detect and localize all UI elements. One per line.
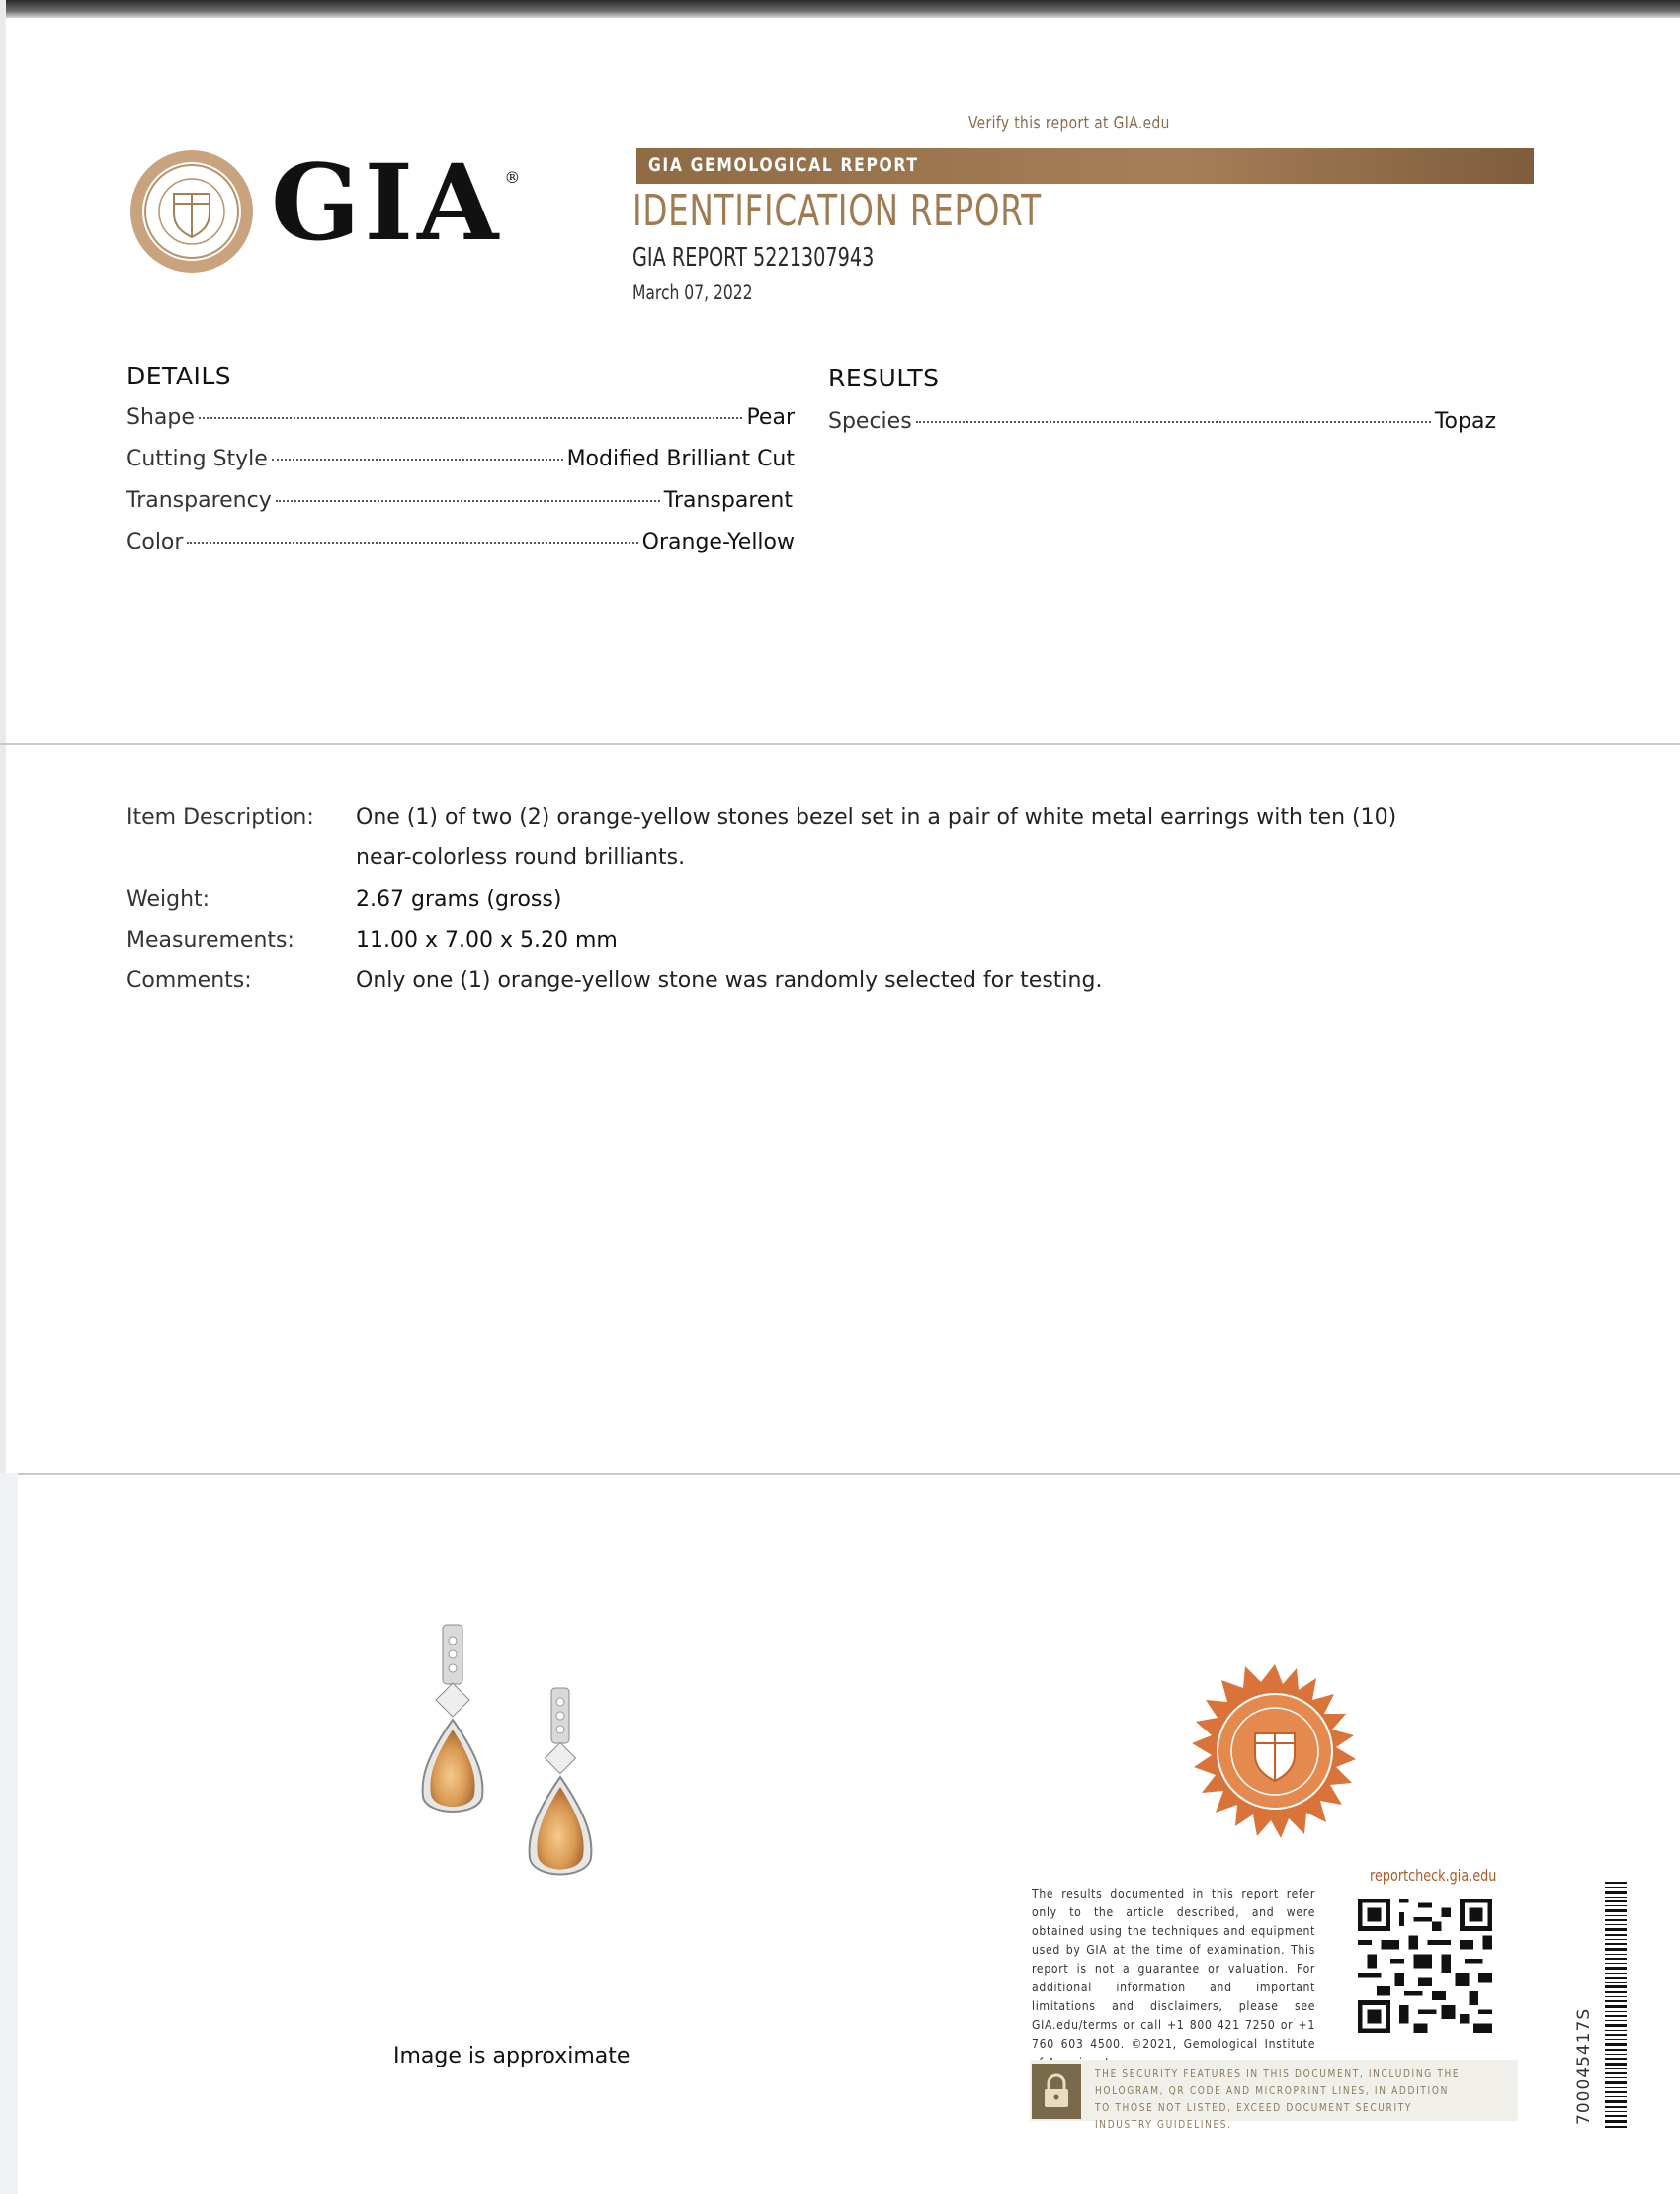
gia-logo: GIA ® (271, 140, 525, 264)
scan-top-edge (0, 0, 1680, 18)
item-description-line1: One (1) of two (2) orange-yellow stones bezel set in a pair of white metal earrings with ten (10) (356, 805, 1397, 830)
section-divider-1 (0, 743, 1680, 745)
item-description-line2: near-colorless round brilliants. (356, 845, 686, 870)
detail-row-cutting-style: Cutting Style Modified Brilliant Cut (126, 447, 795, 471)
brand-bar-label: GIA GEMOLOGICAL REPORT (648, 154, 919, 176)
security-notice-text: THE SECURITY FEATURES IN THIS DOCUMENT, INCLUDING THE HOLOGRAM, QR CODE AND MICROPRINT LINES, IN ADDITION TO THOSE NOT LISTED, EXCEED DOCUMENT SECURITY INDUSTRY GUIDELINES. (1095, 2067, 1461, 2131)
reportcheck-link[interactable]: reportcheck.gia.edu (1370, 1866, 1497, 1885)
serial-number: 700045417S (1574, 2007, 1594, 2125)
earrings-image (395, 1621, 632, 1927)
barcode (1605, 1882, 1627, 2129)
report-date: March 07, 2022 (632, 281, 753, 304)
measurements-label: Measurements: (126, 928, 294, 953)
item-info (126, 799, 1559, 1006)
lock-icon (1032, 2064, 1081, 2119)
details-heading: DETAILS (126, 362, 232, 390)
comments-value: Only one (1) orange-yellow stone was randomly selected for testing. (356, 969, 1103, 993)
report-title: IDENTIFICATION REPORT (632, 186, 1042, 236)
weight-label: Weight: (126, 887, 210, 912)
disclaimer-text: The results documented in this report refer only to the article described, and were obtained using the techniques and equipment used by GIA at the time of examination. This report is not a guarantee or valuation. For additional information and important limitations and disclaimers, please see GIA.edu/terms or call +1 800 421 7250 or +1 760 603 4500. ©2021, Gemological Institute (1032, 1886, 1316, 2051)
detail-row-color: Color Orange-Yellow (126, 530, 795, 554)
scan-left-edge-lower (0, 1473, 18, 2194)
detail-row-transparency: Transparency Transparent (126, 488, 793, 513)
qr-code[interactable] (1358, 1896, 1492, 2036)
comments-label: Comments: (126, 969, 252, 993)
image-caption: Image is approximate (393, 2044, 630, 2068)
gia-hologram-seal-icon (1188, 1664, 1362, 1838)
weight-value: 2.67 grams (gross) (356, 887, 562, 912)
verify-link[interactable]: Verify this report at GIA.edu (968, 113, 1170, 133)
measurements-value: 11.00 x 7.00 x 5.20 mm (356, 928, 618, 953)
detail-row-shape: Shape Pear (126, 405, 795, 430)
result-row-species: Species Topaz (828, 409, 1496, 434)
report-number: GIA REPORT 5221307943 (632, 243, 875, 273)
results-heading: RESULTS (828, 364, 940, 392)
gia-seal-icon (128, 148, 255, 275)
brand-bar (636, 148, 1534, 184)
item-description-label: Item Description: (126, 805, 314, 830)
section-divider-2 (18, 1473, 1680, 1475)
